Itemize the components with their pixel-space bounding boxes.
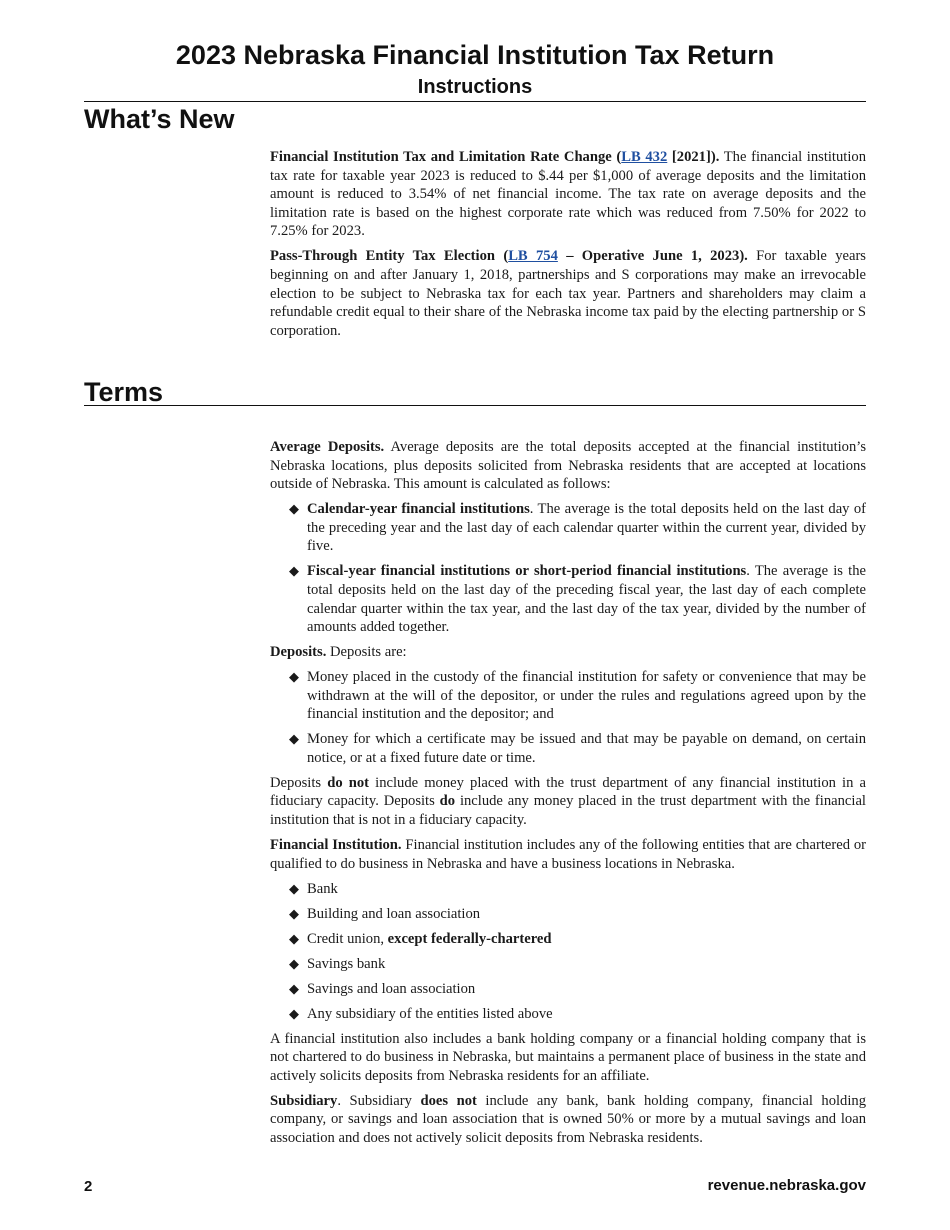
terms-heading: Terms bbox=[84, 377, 164, 407]
whats-new-section bbox=[270, 148, 866, 347]
list-item: ◆ Money placed in the custody of the financial institution for safety or convenience that may be withdrawn at the will of the depositor, or under the rules and regulations agreed upon by the financial institution and the depositor; and bbox=[289, 669, 866, 723]
list-item: ◆ Building and loan association bbox=[289, 905, 481, 922]
item-lead: Pass-Through Entity Tax Election (LB 754 – Operative June 1, 2023). bbox=[270, 248, 748, 265]
financial-institution-term: Financial Institution. Financial institution includes any of the following entities that are chartered or qualified to do business in Nebraska and have a business locations in Nebraska. bbox=[270, 837, 866, 872]
deposits-term: Deposits. Deposits are: bbox=[270, 644, 407, 661]
black-diamond-icon: ◆ bbox=[289, 501, 299, 517]
lb432-link[interactable]: LB 432 bbox=[621, 149, 668, 165]
header-rule bbox=[84, 101, 866, 102]
average-deposits-term: Average Deposits. Average deposits are the total deposits accepted at the financial institution’s Nebraska locations, plus deposits solicited from Nebraska residents that are accepted at locations outside of Nebraska. This amount is calculated as follows: bbox=[270, 439, 867, 493]
black-diamond-icon: ◆ bbox=[289, 980, 299, 996]
financial-institution-note: A financial institution also includes a bank holding company or a financial holding company that is not chartered to do business in Nebraska, but maintains a permanent place of business in the state and actively solicits deposits from Nebraska residents for an affiliate. bbox=[270, 1030, 866, 1084]
subsidiary-term: Subsidiary. Subsidiary does not include any bank, bank holding company, financial holding company, or savings and loan association that is owned 50% or more by a mutual savings and loan association and does not actively solicit deposits from Nebraska residents. bbox=[270, 1092, 867, 1146]
list-item: ◆ Calendar-year financial institutions. The average is the total deposits held on the last day of the preceding year and the last day of each calendar quarter within the current year, divided by five. bbox=[289, 501, 866, 555]
list-item: ◆ Credit union, except federally-chartered bbox=[289, 930, 552, 947]
item-lead: Financial Institution Tax and Limitation Rate Change (LB 432 [2021]). bbox=[270, 149, 720, 165]
financial-institution-list bbox=[270, 880, 866, 1024]
list-item: ◆ Fiscal-year financial institutions or short-period financial institutions. The average is the total deposits held on the last day of the preceding fiscal year, the last day of each complete calendar quarter within the tax year, and the last day of the tax year, divided by the number of amounts added together. bbox=[289, 563, 866, 636]
whats-new-item-pte-election: Pass-Through Entity Tax Election (LB 754 – Operative June 1, 2023). For taxable years beginning on and after January 1, 2018, partnerships and S corporations may make an irrevocable election to be subject to Nebraska tax for each tax year. Partners and shareholders may claim a refundable credit equal to their share of the Nebraska income tax paid by the electing partnership or S corporation. bbox=[270, 248, 866, 339]
deposits-list bbox=[270, 668, 866, 767]
lb754-link[interactable]: LB 754 bbox=[508, 248, 558, 265]
page-title: 2023 Nebraska Financial Institution Tax Return bbox=[175, 40, 775, 70]
page-subtitle: Instructions bbox=[417, 76, 533, 98]
terms-section bbox=[270, 438, 866, 1154]
average-deposits-list bbox=[270, 500, 866, 637]
black-diamond-icon: ◆ bbox=[289, 669, 299, 685]
list-item: ◆ Savings and loan association bbox=[289, 980, 476, 997]
black-diamond-icon: ◆ bbox=[289, 955, 299, 971]
whats-new-heading: What’s New bbox=[84, 104, 235, 134]
terms-rule bbox=[84, 405, 866, 406]
black-diamond-icon: ◆ bbox=[289, 880, 299, 896]
list-item: ◆ Any subsidiary of the entities listed above bbox=[289, 1005, 553, 1022]
black-diamond-icon: ◆ bbox=[289, 1005, 299, 1021]
black-diamond-icon: ◆ bbox=[289, 930, 299, 946]
whats-new-item-rate-change: Financial Institution Tax and Limitation Rate Change (LB 432 [2021]). The financial institution tax rate for taxable year 2023 is reduced to $.44 per $1,000 of average deposits and the limitation amount is reduced to 3.54% of net financial income. The tax rate on average deposits and the limitation rate is based on the highest corporate rate which was reduced from 7.50% for 2022 to 7.25% for 2023. bbox=[270, 149, 866, 240]
black-diamond-icon: ◆ bbox=[289, 563, 299, 579]
black-diamond-icon: ◆ bbox=[289, 731, 299, 747]
list-item: ◆ Money for which a certificate may be issued and that may be payable on demand, on certain notice, or at a fixed future date or time. bbox=[289, 731, 866, 766]
deposits-note: Deposits do not include money placed with the trust department of any financial institution in a fiduciary capacity. Deposits do include any money placed in the trust department with the financial institution that is not in a fiduciary capacity. bbox=[270, 774, 866, 829]
black-diamond-icon: ◆ bbox=[289, 905, 299, 921]
list-item: ◆ Savings bank bbox=[289, 955, 386, 972]
website-url: revenue.nebraska.gov bbox=[707, 1177, 866, 1194]
page-number: 2 bbox=[84, 1178, 93, 1195]
list-item: ◆ Bank bbox=[289, 880, 338, 897]
